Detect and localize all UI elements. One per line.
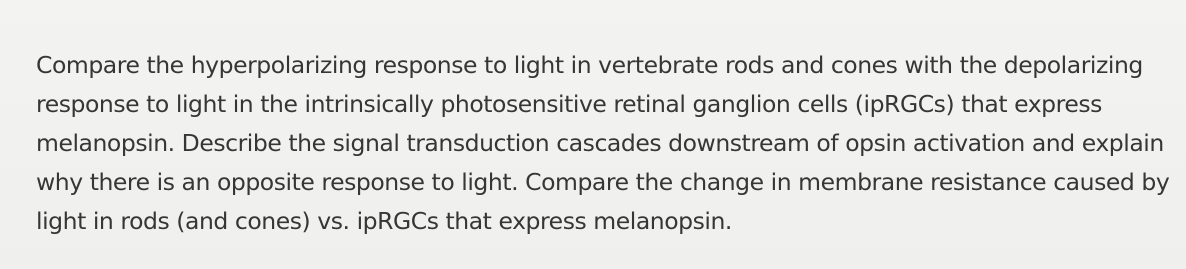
question-text	[36, 46, 1176, 241]
question-line: melanopsin. Describe the signal transduction cascades downstream of opsin activation and explain	[36, 129, 1164, 157]
question-line: why there is an opposite response to light. Compare the change in membrane resistance caused by	[36, 168, 1170, 196]
question-line: Compare the hyperpolarizing response to light in vertebrate rods and cones with the depolarizing	[36, 51, 1143, 79]
question-line: response to light in the intrinsically photosensitive retinal ganglion cells (ipRGCs) that express	[36, 90, 1102, 118]
question-line: light in rods (and cones) vs. ipRGCs that express melanopsin.	[36, 207, 732, 235]
